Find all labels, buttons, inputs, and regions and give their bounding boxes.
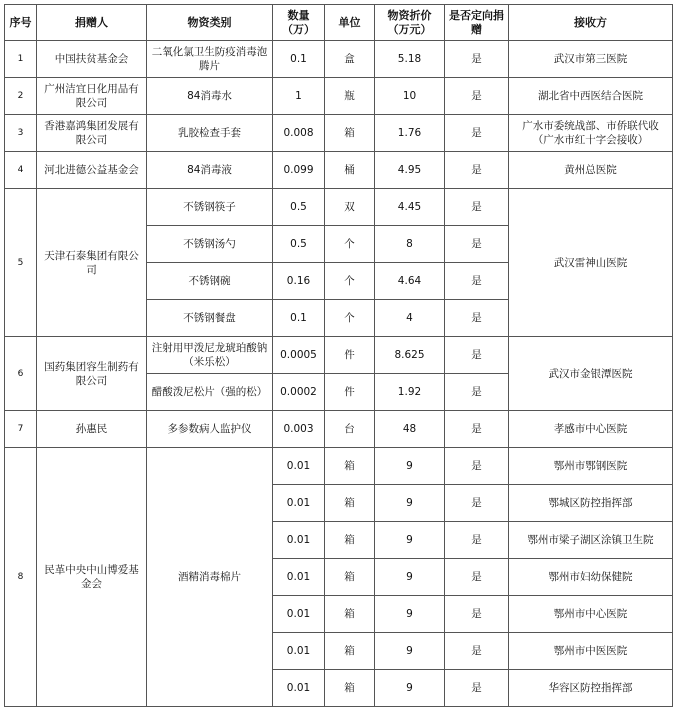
- quantity-cell: 0.1: [273, 300, 325, 337]
- category-cell: 二氧化氯卫生防疫消毒泡腾片: [147, 41, 273, 78]
- category-cell: 84消毒水: [147, 78, 273, 115]
- header-row: [5, 5, 673, 41]
- recipient-cell: 武汉市金银潭医院: [509, 337, 673, 411]
- value-cell: 9: [375, 522, 445, 559]
- quantity-cell: 0.01: [273, 448, 325, 485]
- unit-cell: 个: [325, 263, 375, 300]
- quantity-cell: 1: [273, 78, 325, 115]
- quantity-cell: 0.01: [273, 522, 325, 559]
- value-cell: 9: [375, 596, 445, 633]
- category-cell: 不锈钢餐盘: [147, 300, 273, 337]
- row-index: 8: [5, 448, 37, 707]
- unit-cell: 件: [325, 337, 375, 374]
- category-cell: 乳胶检查手套: [147, 115, 273, 152]
- recipient-cell: 黄州总医院: [509, 152, 673, 189]
- table-header: [5, 5, 673, 41]
- table-row: [5, 115, 673, 152]
- category-cell: 多参数病人监护仪: [147, 411, 273, 448]
- recipient-cell: 鄂州市中医医院: [509, 633, 673, 670]
- category-cell: 醋酸泼尼松片（强的松）: [147, 374, 273, 411]
- value-cell: 9: [375, 485, 445, 522]
- category-cell: 注射用甲泼尼龙琥珀酸钠（米乐松）: [147, 337, 273, 374]
- table-row: [5, 337, 673, 374]
- quantity-cell: 0.5: [273, 189, 325, 226]
- unit-cell: 箱: [325, 596, 375, 633]
- value-cell: 5.18: [375, 41, 445, 78]
- unit-cell: 箱: [325, 485, 375, 522]
- recipient-cell: 武汉雷神山医院: [509, 189, 673, 337]
- value-cell: 48: [375, 411, 445, 448]
- unit-cell: 桶: [325, 152, 375, 189]
- table-row: [5, 411, 673, 448]
- directed-cell: 是: [445, 559, 509, 596]
- value-cell: 4.64: [375, 263, 445, 300]
- directed-cell: 是: [445, 485, 509, 522]
- unit-cell: 个: [325, 226, 375, 263]
- value-cell: 9: [375, 670, 445, 707]
- header-value: 物资折价（万元）: [375, 5, 445, 41]
- directed-cell: 是: [445, 226, 509, 263]
- donor-cell: 孙惠民: [37, 411, 147, 448]
- quantity-cell: 0.0002: [273, 374, 325, 411]
- directed-cell: 是: [445, 115, 509, 152]
- recipient-cell: 鄂州市梁子湖区涂镇卫生院: [509, 522, 673, 559]
- donor-cell: 中国扶贫基金会: [37, 41, 147, 78]
- table-row: [5, 152, 673, 189]
- directed-cell: 是: [445, 411, 509, 448]
- unit-cell: 件: [325, 374, 375, 411]
- value-cell: 10: [375, 78, 445, 115]
- row-index: 1: [5, 41, 37, 78]
- category-cell: 不锈钢碗: [147, 263, 273, 300]
- quantity-cell: 0.01: [273, 485, 325, 522]
- quantity-cell: 0.0005: [273, 337, 325, 374]
- value-cell: 1.92: [375, 374, 445, 411]
- unit-cell: 箱: [325, 522, 375, 559]
- donor-cell: 河北进德公益基金会: [37, 152, 147, 189]
- quantity-cell: 0.1: [273, 41, 325, 78]
- directed-cell: 是: [445, 189, 509, 226]
- recipient-cell: 湖北省中西医结合医院: [509, 78, 673, 115]
- value-cell: 9: [375, 448, 445, 485]
- unit-cell: 个: [325, 300, 375, 337]
- quantity-cell: 0.003: [273, 411, 325, 448]
- header-category: 物资类别: [147, 5, 273, 41]
- table-row: [5, 448, 673, 485]
- category-cell: 不锈钢汤勺: [147, 226, 273, 263]
- recipient-cell: 鄂州市中心医院: [509, 596, 673, 633]
- unit-cell: 盒: [325, 41, 375, 78]
- unit-cell: 箱: [325, 448, 375, 485]
- directed-cell: 是: [445, 300, 509, 337]
- row-index: 4: [5, 152, 37, 189]
- table-body: [5, 41, 673, 707]
- value-cell: 9: [375, 633, 445, 670]
- value-cell: 9: [375, 559, 445, 596]
- recipient-cell: 孝感市中心医院: [509, 411, 673, 448]
- directed-cell: 是: [445, 670, 509, 707]
- recipient-cell: 华容区防控指挥部: [509, 670, 673, 707]
- table-row: [5, 189, 673, 226]
- recipient-cell: 广水市委统战部、市侨联代收（广水市红十字会接收）: [509, 115, 673, 152]
- category-cell: 不锈钢筷子: [147, 189, 273, 226]
- directed-cell: 是: [445, 337, 509, 374]
- donor-cell: 广州洁宜日化用品有限公司: [37, 78, 147, 115]
- unit-cell: 瓶: [325, 78, 375, 115]
- quantity-cell: 0.01: [273, 596, 325, 633]
- row-index: 5: [5, 189, 37, 337]
- quantity-cell: 0.099: [273, 152, 325, 189]
- donor-cell: 香港嘉鸿集团发展有限公司: [37, 115, 147, 152]
- value-cell: 4.95: [375, 152, 445, 189]
- row-index: 2: [5, 78, 37, 115]
- value-cell: 4: [375, 300, 445, 337]
- unit-cell: 台: [325, 411, 375, 448]
- unit-cell: 双: [325, 189, 375, 226]
- value-cell: 4.45: [375, 189, 445, 226]
- quantity-cell: 0.16: [273, 263, 325, 300]
- recipient-cell: 鄂州市妇幼保健院: [509, 559, 673, 596]
- unit-cell: 箱: [325, 559, 375, 596]
- directed-cell: 是: [445, 41, 509, 78]
- directed-cell: 是: [445, 448, 509, 485]
- value-cell: 1.76: [375, 115, 445, 152]
- directed-cell: 是: [445, 374, 509, 411]
- directed-cell: 是: [445, 522, 509, 559]
- header-donor: 捐赠人: [37, 5, 147, 41]
- header-unit: 单位: [325, 5, 375, 41]
- table-row: [5, 41, 673, 78]
- donor-cell: 国药集团容生制药有限公司: [37, 337, 147, 411]
- donor-cell: 天津石泰集团有限公司: [37, 189, 147, 337]
- category-cell: 酒精消毒棉片: [147, 448, 273, 707]
- donation-table: [4, 4, 673, 707]
- table-row: [5, 78, 673, 115]
- category-cell: 84消毒液: [147, 152, 273, 189]
- directed-cell: 是: [445, 78, 509, 115]
- row-index: 3: [5, 115, 37, 152]
- recipient-cell: 鄂城区防控指挥部: [509, 485, 673, 522]
- quantity-cell: 0.5: [273, 226, 325, 263]
- row-index: 6: [5, 337, 37, 411]
- directed-cell: 是: [445, 633, 509, 670]
- row-index: 7: [5, 411, 37, 448]
- header-index: 序号: [5, 5, 37, 41]
- quantity-cell: 0.008: [273, 115, 325, 152]
- header-directed: 是否定向捐赠: [445, 5, 509, 41]
- header-quantity: 数量（万）: [273, 5, 325, 41]
- unit-cell: 箱: [325, 633, 375, 670]
- value-cell: 8.625: [375, 337, 445, 374]
- unit-cell: 箱: [325, 670, 375, 707]
- directed-cell: 是: [445, 263, 509, 300]
- directed-cell: 是: [445, 152, 509, 189]
- header-recipient: 接收方: [509, 5, 673, 41]
- donor-cell: 民革中央中山博爱基金会: [37, 448, 147, 707]
- recipient-cell: 鄂州市鄂钢医院: [509, 448, 673, 485]
- quantity-cell: 0.01: [273, 559, 325, 596]
- recipient-cell: 武汉市第三医院: [509, 41, 673, 78]
- quantity-cell: 0.01: [273, 633, 325, 670]
- quantity-cell: 0.01: [273, 670, 325, 707]
- unit-cell: 箱: [325, 115, 375, 152]
- value-cell: 8: [375, 226, 445, 263]
- directed-cell: 是: [445, 596, 509, 633]
